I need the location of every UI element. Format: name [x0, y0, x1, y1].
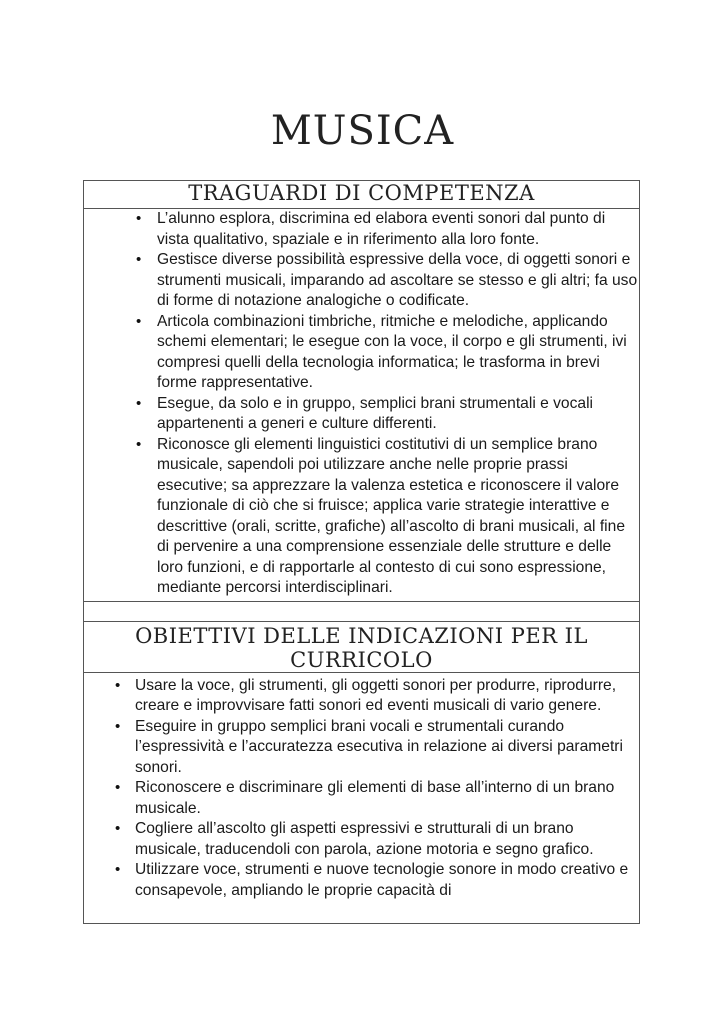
list-item: • Esegue, da solo e in gruppo, semplici brani strumentali e vocali appartenenti a generi e culture differenti. [84, 394, 639, 435]
page-title: MUSICA [270, 108, 455, 154]
section-heading-line: OBIETTIVI DELLE INDICAZIONI PER IL [135, 623, 588, 648]
section-heading-obiettivi [84, 622, 639, 673]
list-item: • Utilizzare voce, strumenti e nuove tecnologie sonore in modo creativo e consapevole, ampliando le proprie capacità di [84, 860, 639, 901]
list-item: • Riconoscere e discriminare gli elementi di base all’interno di un brano musicale. [84, 778, 639, 819]
curriculum-table [83, 180, 640, 924]
list-item: • L’alunno esplora, discrimina ed elabora eventi sonori dal punto di vista qualitativo, spaziale e in riferimento alla loro fonte. [84, 209, 639, 250]
list-item: • Cogliere all’ascolto gli aspetti espressivi e strutturali di un brano musicale, traducendoli con parola, azione motoria e segno grafico. [84, 819, 639, 860]
obiettivi-list [84, 673, 639, 902]
section-heading-line: CURRICOLO [290, 647, 433, 672]
list-item: • Eseguire in gruppo semplici brani vocali e strumentali curando l’espressività e l’accuratezza esecutiva in relazione ai diversi parametri sonori. [84, 717, 639, 779]
traguardi-list [84, 209, 639, 601]
list-item: • Articola combinazioni timbriche, ritmiche e melodiche, applicando schemi elementari; le esegue con la voce, il corpo e gli strumenti, ivi compresi quelli della tecnologia informatica; le trasforma in brevi forme rappresentative. [84, 312, 639, 394]
obiettivi-cell [84, 673, 639, 924]
list-item: • Usare la voce, gli strumenti, gli oggetti sonori per produrre, riprodurre, creare e improvvisare fatti sonori ed eventi musicali di vario genere. [84, 676, 639, 717]
list-item: • Gestisce diverse possibilità espressive della voce, di oggetti sonori e strumenti musicali, imparando ad ascoltare se stesso e gli altri; fa uso di forme di notazione analogiche o codificate. [84, 250, 639, 312]
empty-row [84, 602, 639, 622]
list-item: • Riconosce gli elementi linguistici costitutivi di un semplice brano musicale, sapendoli poi utilizzare anche nelle proprie prassi esecutive; sa apprezzare la valenza estetica e riconoscere il valore funzionale di ciò che si fruisce; applica varie strategie interattive e descrittive (orali, scritte, grafiche) all’ascolto di brani musicali, al fine di pervenire a una comprensione essenziale delle strutture e delle loro funzioni, e di rapportarle al contesto di cui sono espressione, mediante percorsi interdisciplinari. [84, 435, 639, 599]
traguardi-cell [84, 209, 639, 602]
section-heading-traguardi: TRAGUARDI DI COMPETENZA [84, 181, 639, 209]
